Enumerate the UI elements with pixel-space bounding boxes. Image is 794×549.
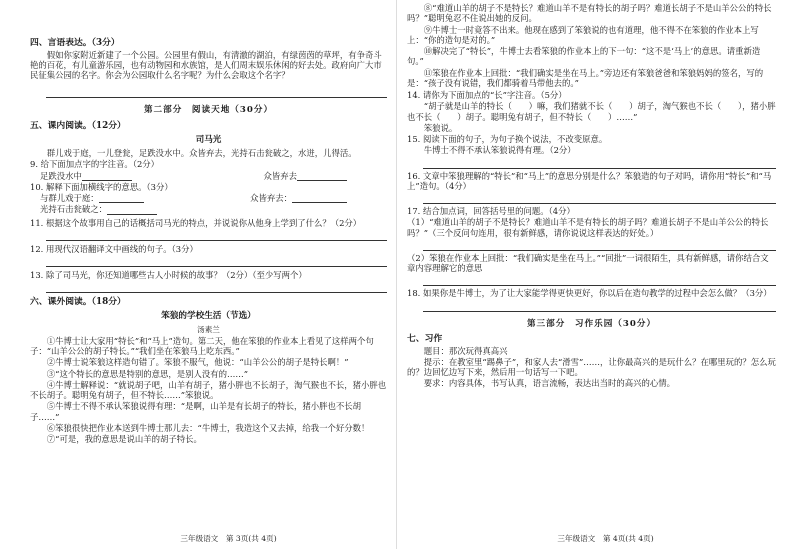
question-16: 16. 文章中笨狼理解的“特长”和“马上”的意思分别是什么？笨狼造的句子对吗，请你用“特长”和“马上”造句。（4分）: [407, 170, 772, 191]
question-17: 17. 结合加点词，回答括号里的问题。（4分）: [407, 206, 575, 216]
question-15: 15. 阅读下面的句子，为句子换个说法，不改变原意。: [407, 134, 608, 144]
poem-text: 群儿戏于庭，一儿登瓮，足跌没水中。众皆弃去，光持石击瓮破之，水迸，儿得活。: [46, 148, 357, 159]
q9-item-b: 众皆弃去: [264, 171, 348, 181]
question-9-items: [30, 171, 387, 181]
question-17-2: （2）笨狼在作业本上回批：“我们确实是坐在马上。”“回批”一词很陌生，具有新鲜感，请你结合文章内容理解它的意思: [407, 252, 769, 273]
q10-answer-a[interactable]: [99, 194, 144, 203]
q9-answer-a[interactable]: [82, 172, 132, 181]
q9-item-a: 足跌没水中: [40, 171, 132, 181]
answer-line[interactable]: [46, 229, 387, 241]
paragraph-8: ⑧“难道山羊的胡子不是特长？难道山羊不是有特长的胡子吗？难道长胡子不是山羊公公的特长吗？”聪明兔忍不住说出她的反问。: [407, 3, 772, 24]
paragraph-6: ⑥笨狼很快把作业本送到牛博士那儿去：“牛博士，我造这个又去掉，给我一个好分数！: [46, 422, 370, 433]
paragraph-11: ⑪笨狼在作业本上回批：“我们确实是坐在马上。”旁边还有笨狼爸爸和笨狼妈妈的签名，写的是：“孩子没有说错，我们都骑着马带他去的。”: [407, 67, 764, 88]
answer-line[interactable]: [423, 300, 776, 312]
answer-line[interactable]: [46, 255, 387, 267]
answer-line[interactable]: [46, 86, 387, 98]
poem-title: 司马光: [195, 134, 222, 145]
section-4-heading: 四、言语表达。（3分）: [30, 38, 120, 48]
page-footer: 三年级语文 第 3页(共 4页): [180, 533, 277, 543]
section-5-heading: 五、课内阅读。（12分）: [30, 120, 126, 131]
q10-item-c: 光持石击瓮破之：: [30, 204, 387, 214]
section-7-heading: 七、习作: [407, 333, 443, 344]
question-14: 14. 请你为下面加点的“长”字注音。（5分）: [407, 90, 567, 100]
essay-requirement: 要求：内容具体，书写认真，语言流畅，表达出当时的高兴的心情。: [423, 378, 676, 389]
q10-answer-b[interactable]: [292, 194, 347, 203]
answer-line[interactable]: [423, 274, 776, 286]
answer-line[interactable]: [423, 192, 776, 204]
q9-answer-b[interactable]: [297, 172, 347, 181]
question-17-1: （1）“难道山羊的胡子不是特长？难道山羊不是有特长的胡子吗？难道长胡子不是山羊公公的特长吗？”（三个反问句连用，很有新鲜感，请你说说这样表达的好处。）: [407, 217, 769, 238]
exam-page-4: [397, 0, 794, 549]
question-9: 9. 给下面加点字的字注音。（2分）: [30, 159, 160, 170]
story-author: 汤素兰: [197, 324, 220, 334]
part-2-heading: 第二部分 阅读天地（30分）: [143, 105, 274, 116]
question-10-items: [30, 193, 387, 203]
page-footer: 三年级语文 第 4页(共 4页): [557, 533, 654, 543]
section-6-heading: 六、课外阅读。（18分）: [30, 297, 126, 308]
essay-topic: 题目：那次玩得真高兴: [423, 345, 508, 356]
paragraph-4: ④牛博士解释说：“就说胡子吧，山羊有胡子，猪小胖也不长胡子，淘气猴也不长，猪小胖也不长胡子。聪明兔有胡子，但不特长……”笨狼说。: [30, 379, 387, 401]
story-title: 笨狼的学校生活（节选）: [161, 311, 256, 322]
question-14-end: 笨狼说。: [423, 122, 458, 133]
answer-line[interactable]: [423, 157, 776, 169]
paragraph-1: ①牛博士让大家用“特长”和“马上”造句。第二天，他在笨狼的作业本上看见了这样两个句子：“山羊公公的胡子特长。”“我们坐在笨狼马上吃东西。”: [30, 335, 374, 357]
paragraph-10: ⑩解决完了“特长”，牛博士去看笨狼的作业本上的下一句：“这不是‘马上’的意思。请重新造句。”: [407, 46, 761, 67]
paragraph-5: ⑤牛博士不得不承认笨狼说得有理：“是啊，山羊是有长胡子的特长，猪小胖也不长胡子……”: [30, 401, 361, 422]
paragraph-3: ③“这个特长的意思是特别的意思，是别人没有的……”: [46, 368, 248, 379]
question-11: 11. 根据这个故事用自己的话概括司马光的特点，并说说你从他身上学到了什么？（2分）: [30, 217, 362, 228]
question-15-text: 牛博士不得不承认笨狼说得有理。（2分）: [423, 145, 576, 156]
answer-line[interactable]: [423, 239, 776, 251]
question-12: 12. 用现代汉语翻译文中画线的句子。（3分）: [30, 243, 198, 254]
paragraph-9: ⑨牛博士一时竟答不出来。他现在感到了笨狼说的也有道理，他不得不在笨狼的作业本上写上：“你的造句是对的。”: [407, 24, 759, 45]
answer-line[interactable]: [46, 281, 387, 293]
essay-hint: 提示：在教室里“踢鼻子”，和家人去“滑雪”……，让你最高兴的是玩什么？在哪里玩的？怎么玩的？边回忆边写下来，然后用一句话写一下吧。: [407, 356, 776, 378]
question-14-text: “胡子就是山羊的特长（ ）嘛，我们猪就不长（ ）胡子，淘气猴也不长（ ），猪小胖也不长（ ）胡子。聪明兔有胡子，但不特长（ ）……”: [407, 101, 776, 122]
q10-item-b: 众皆弃去：: [250, 193, 347, 203]
q10-answer-c[interactable]: [107, 206, 157, 215]
paragraph-2: ②牛博士说笨狼这样造句错了。笨狼不服气，他说：“山羊公公的胡子是特长啊！”: [46, 357, 349, 368]
question-10: 10. 解释下面加横线字的意思。（3分）: [30, 181, 173, 192]
paragraph-7: ⑦“可是，我的意思是说山羊的胡子特长。: [46, 434, 202, 445]
part-3-heading: 第三部分 习作乐园（30分）: [526, 318, 657, 329]
question-18: 18. 如果你是牛博士，为了让大家能学得更快更好，你以后在造句教学的过程中会怎么做？（3分）: [407, 288, 772, 299]
q10-item-a: 与群儿戏于庭：: [40, 193, 144, 203]
section-4-prompt: 假如你家附近新建了一个公园。公园里有假山，有清澈的湖泊，有绿茵茵的草坪，有争奇斗艳的百花，有儿童游乐园，也有动物园和水族馆，是人们周末娱乐休闲的好去处。政府向广大市民征集公园的名字。你会为公园取什么名字呢？为什么会取这个名字？: [30, 49, 382, 81]
question-13: 13. 除了司马光，你还知道哪些古人小时候的故事？（2分）（至少写两个）: [30, 270, 307, 281]
